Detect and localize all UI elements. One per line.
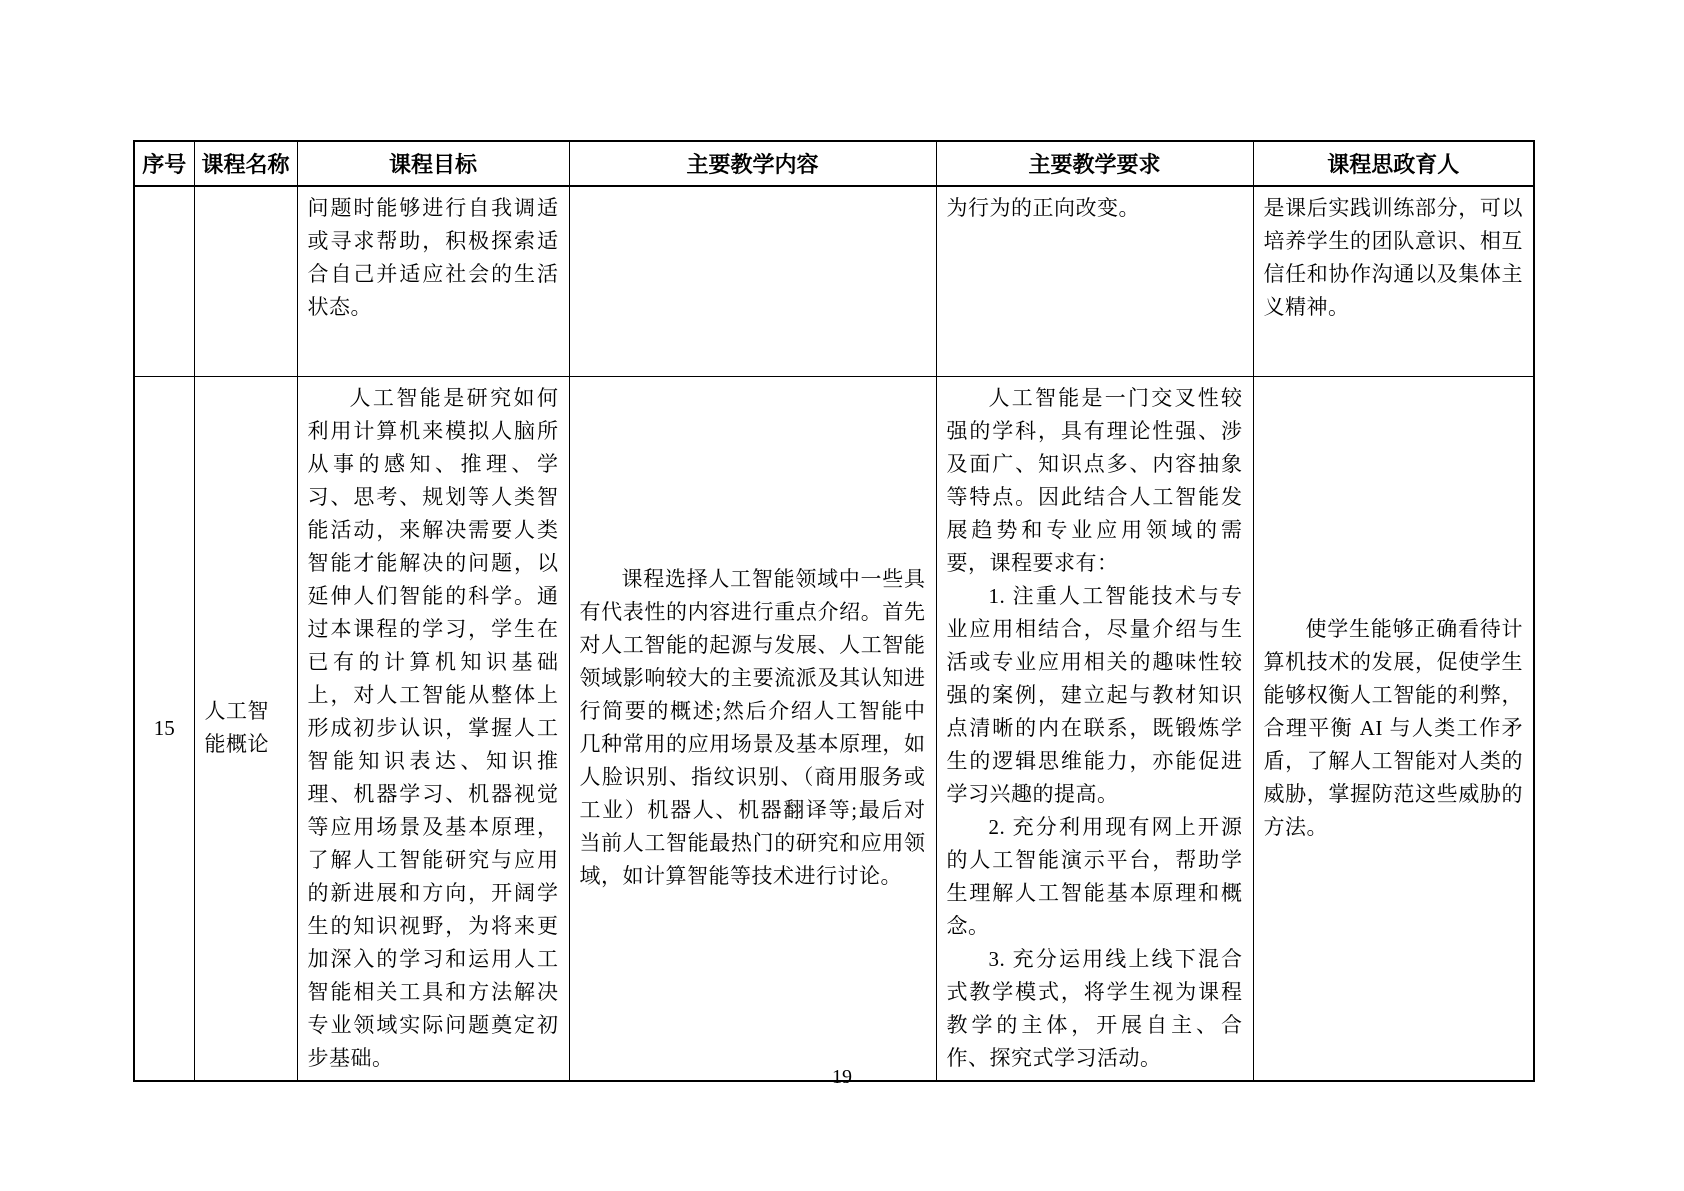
cell-objectives <box>297 186 569 376</box>
curriculum-table <box>133 140 1535 1082</box>
cell-ideology <box>1253 186 1534 376</box>
header-objectives: 课程目标 <box>297 141 569 186</box>
header-teaching-content: 主要教学内容 <box>569 141 936 186</box>
cell-teaching-content <box>569 186 936 376</box>
cell-teaching-requirements <box>936 376 1253 1081</box>
paragraph: 人工智能是一门交叉性较强的学科，具有理论性强、涉及面广、知识点多、内容抽象等特点。因此结合人工智能发展趋势和专业应用领域的需要，课程要求有： <box>946 385 1243 575</box>
table-row-continuation <box>134 186 1534 376</box>
cell-course-name <box>194 186 297 376</box>
paragraph: 3. 充分运用线上线下混合式教学模式，将学生视为课程教学的主体，开展自主、合作、探究式学习活动。 <box>946 946 1243 1070</box>
paragraph: 是课后实践训练部分，可以培养学生的团队意识、相互信任和协作沟通以及集体主义精神。 <box>1263 196 1523 319</box>
paragraph: 人工智能是研究如何利用计算机来模拟人脑所从事的感知、推理、学习、思考、规划等人类智能活动，来解决需要人类智能才能解决的问题，以延伸人们智能的科学。通过本课程的学习，学生在已有的计算机知识基础上，对人工智能从整体上形成初步认识，掌握人工智能知识表达、知识推理、机器学习、机器视觉等应用场景及基本原理，了解人工智能研究与应用的新进展和方向，开阔学生的知识视野，为将来更加深入的学习和运用人工智能相关工具和方法解决专业领域实际问题奠定初步基础。 <box>307 385 559 1070</box>
paragraph: 课程选择人工智能领域中一些具有代表性的内容进行重点介绍。首先对人工智能的起源与发展、人工智能领域影响较大的主要流派及其认知进行简要的概述;然后介绍人工智能中几种常用的应用场景及基本原理，如人脸识别、指纹识别、（商用服务或工业）机器人、机器翻译等;最后对当前人工智能最热门的研究和应用领域，如计算智能等技术进行讨论。 <box>579 567 926 888</box>
paragraph: 为行为的正向改变。 <box>946 196 1140 220</box>
cell-seq: 15 <box>134 376 194 1081</box>
paragraph: 2. 充分利用现有网上开源的人工智能演示平台，帮助学生理解人工智能基本原理和概念。 <box>946 814 1243 938</box>
paragraph: 使学生能够正确看待计算机技术的发展，促使学生能够权衡人工智能的利弊，合理平衡 AI 与人类工作矛盾，了解人工智能对人类的威胁，掌握防范这些威胁的方法。 <box>1263 616 1523 839</box>
cell-ideology <box>1253 376 1534 1081</box>
header-seq: 序号 <box>134 141 194 186</box>
cell-teaching-content <box>569 376 936 1081</box>
paragraph: 问题时能够进行自我调适或寻求帮助，积极探索适合自己并适应社会的生活状态。 <box>307 196 559 319</box>
cell-course-name: 人工智能概论 <box>194 376 297 1081</box>
header-row <box>134 141 1534 186</box>
header-teaching-requirements: 主要教学要求 <box>936 141 1253 186</box>
cell-objectives <box>297 376 569 1081</box>
cell-teaching-requirements <box>936 186 1253 376</box>
paragraph: 1. 注重人工智能技术与专业应用相结合，尽量介绍与生活或专业应用相关的趣味性较强的案例，建立起与教材知识点清晰的内在联系，既锻炼学生的逻辑思维能力，亦能促进学习兴趣的提高。 <box>946 583 1243 806</box>
header-ideology: 课程思政育人 <box>1253 141 1534 186</box>
table-row-15 <box>134 376 1534 1081</box>
header-course-name: 课程名称 <box>194 141 297 186</box>
cell-seq <box>134 186 194 376</box>
page-number: 19 <box>832 1066 852 1088</box>
